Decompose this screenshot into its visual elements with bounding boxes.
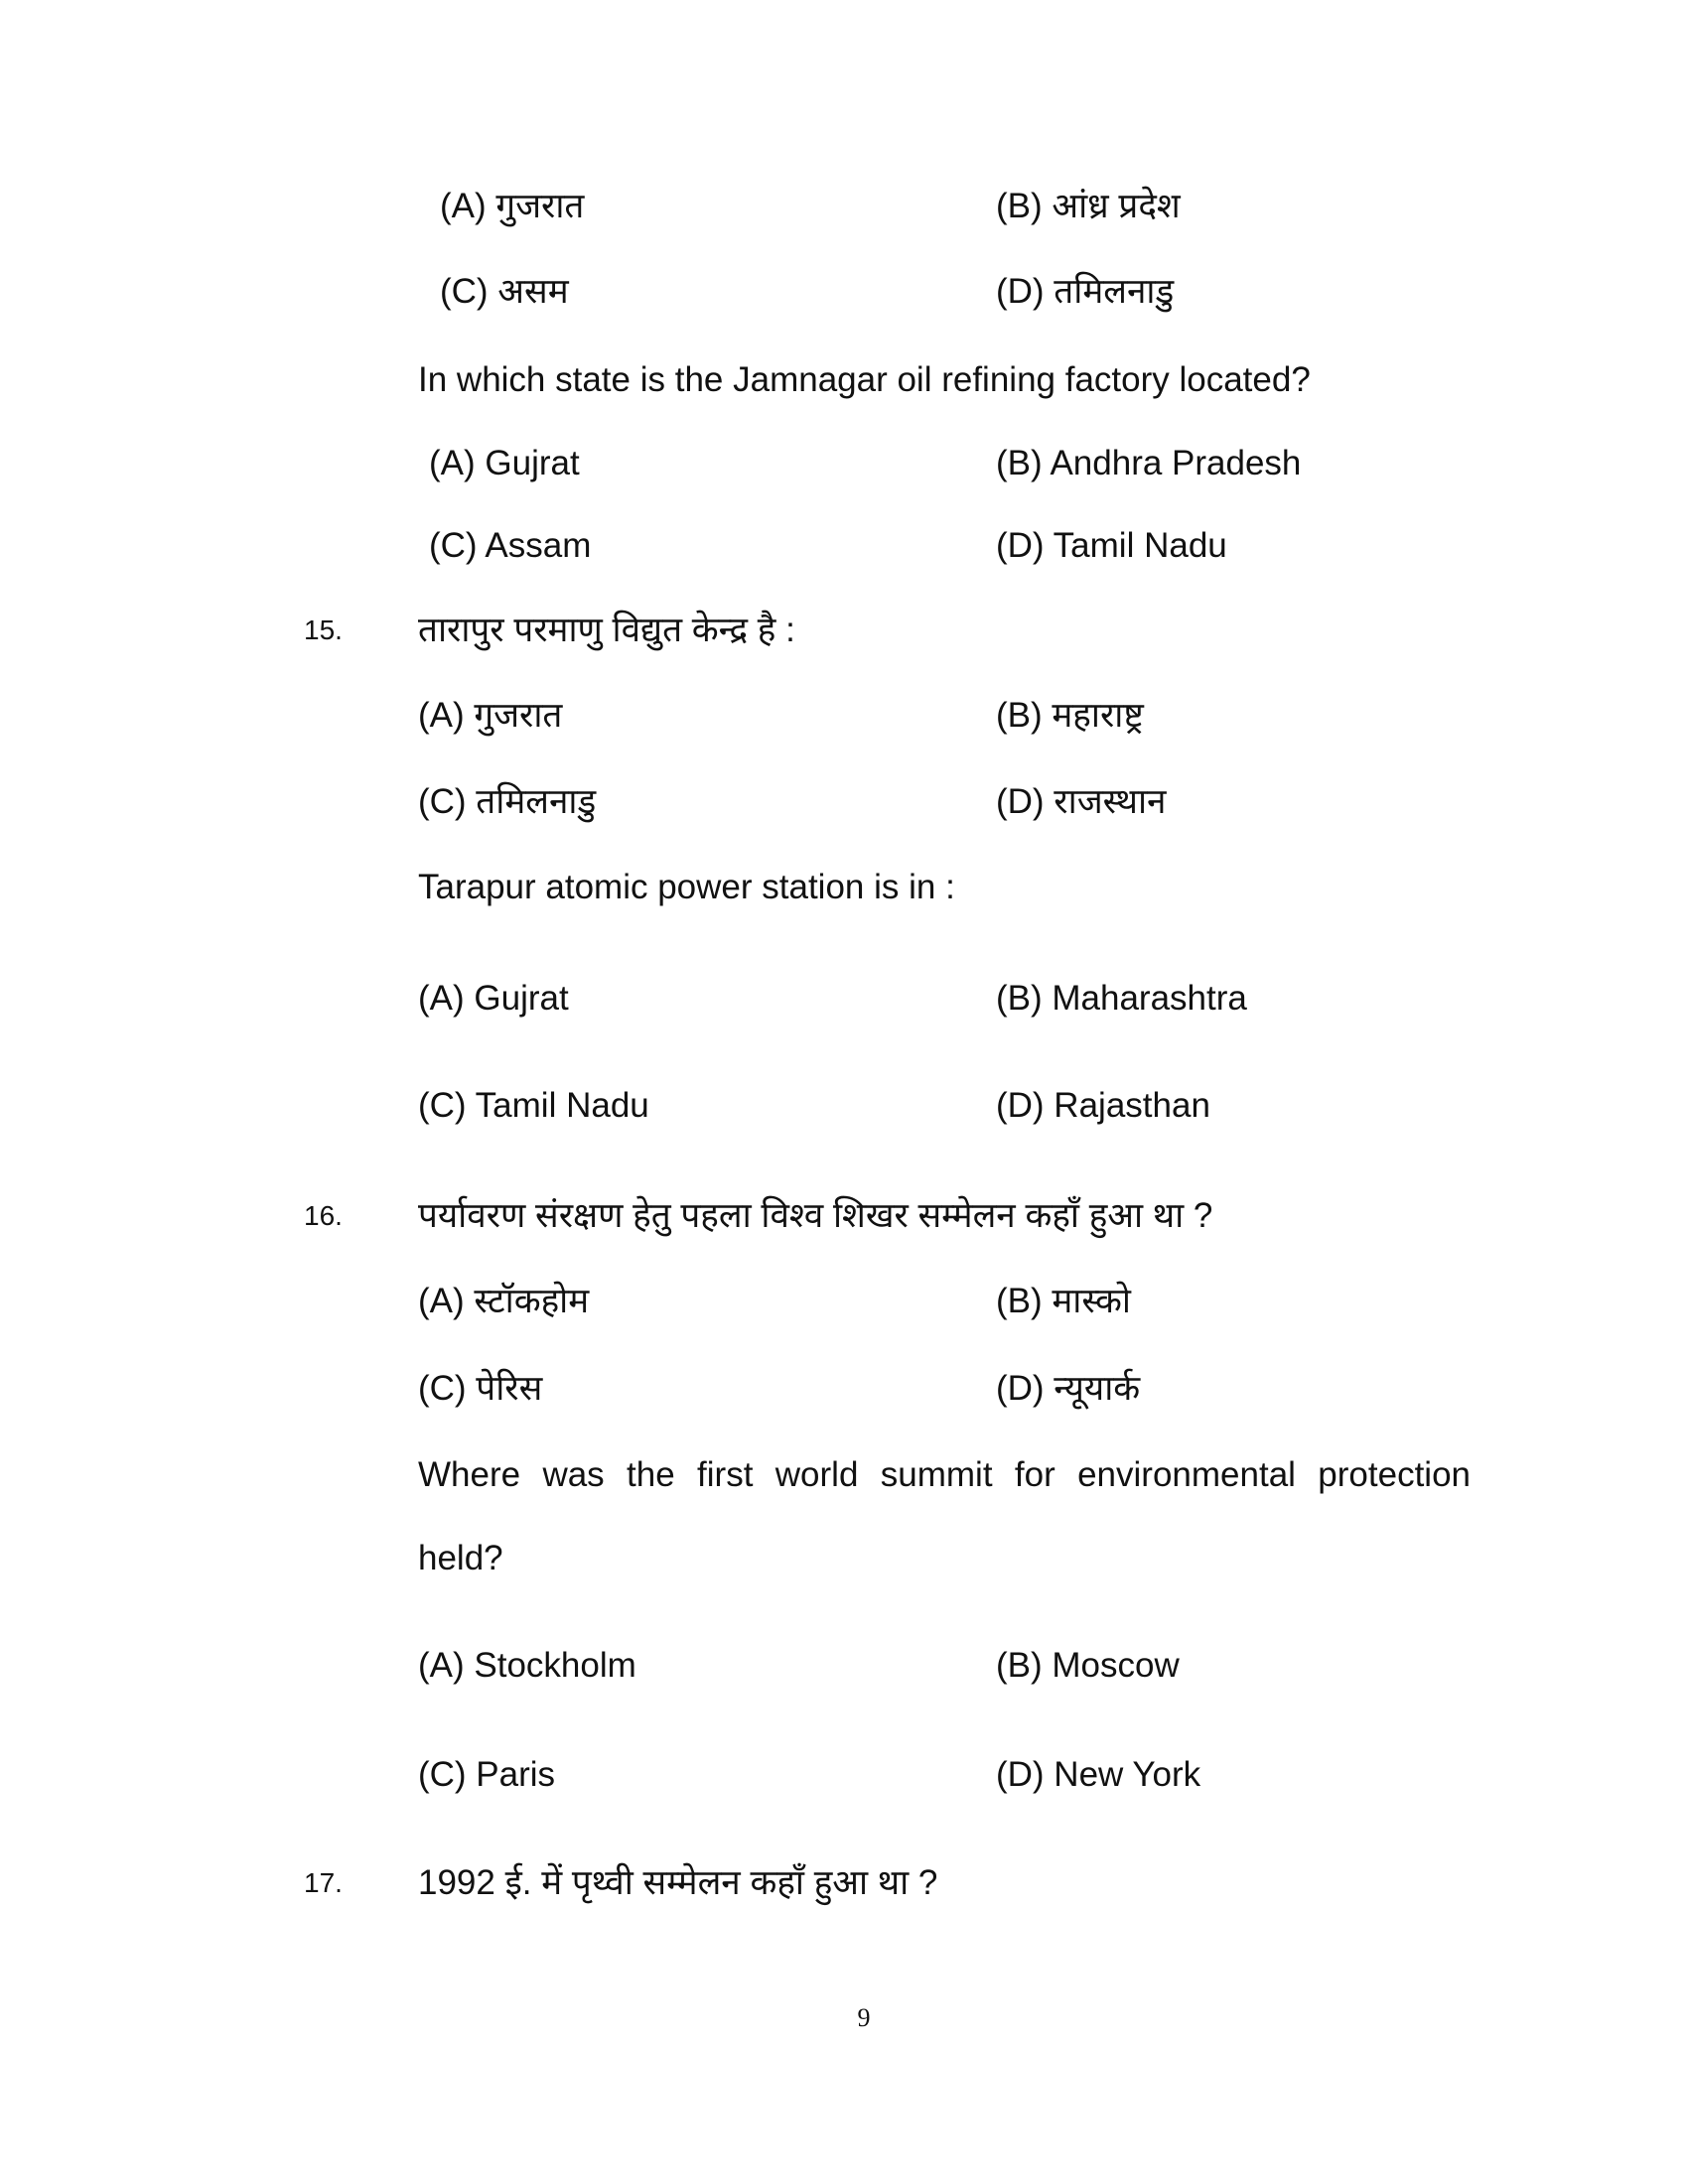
option-d-en: (D) Rajasthan bbox=[996, 1086, 1210, 1125]
question-17-hi: 1992 ई. में पृथ्वी सम्मेलन कहाँ हुआ था ? bbox=[418, 1863, 938, 1902]
question-15-hi: तारापुर परमाणु विद्युत केन्द्र है : bbox=[418, 611, 795, 649]
option-d-hi: (D) तमिलनाडु bbox=[996, 272, 1175, 311]
question-number-17: 17. bbox=[304, 1867, 343, 1898]
option-d-en: (D) New York bbox=[996, 1755, 1201, 1794]
option-a-hi: (A) स्टॉकहोम bbox=[418, 1282, 590, 1320]
option-b-hi: (B) आंध्र प्रदेश bbox=[996, 187, 1181, 225]
question-14-en: In which state is the Jamnagar oil refining factory located? bbox=[418, 360, 1311, 399]
option-c-en: (C) Tamil Nadu bbox=[418, 1086, 649, 1125]
question-16-hi: पर्यावरण संरक्षण हेतु पहला विश्व शिखर सम्मेलन कहाँ हुआ था ? bbox=[418, 1196, 1213, 1235]
option-b-en: (B) Moscow bbox=[996, 1646, 1180, 1685]
option-a-hi: (A) गुजरात bbox=[440, 187, 585, 225]
page-number: 9 bbox=[857, 2003, 871, 2032]
option-d-en: (D) Tamil Nadu bbox=[996, 526, 1227, 565]
option-a-en: (A) Gujrat bbox=[418, 979, 569, 1018]
option-a-en: (A) Stockholm bbox=[418, 1646, 636, 1685]
question-15-en: Tarapur atomic power station is in : bbox=[418, 868, 955, 906]
question-number-16: 16. bbox=[304, 1200, 343, 1231]
option-c-en: (C) Paris bbox=[418, 1755, 556, 1794]
option-c-hi: (C) पेरिस bbox=[418, 1369, 543, 1408]
option-d-hi: (D) राजस्थान bbox=[996, 782, 1167, 821]
option-a-en: (A) Gujrat bbox=[429, 444, 580, 482]
option-b-hi: (B) महाराष्ट्र bbox=[996, 696, 1144, 735]
option-b-hi: (B) मास्को bbox=[996, 1282, 1131, 1320]
option-b-en: (B) Maharashtra bbox=[996, 979, 1247, 1018]
question-16-en-line2: held? bbox=[418, 1539, 503, 1577]
question-number-15: 15. bbox=[304, 614, 343, 645]
option-b-en: (B) Andhra Pradesh bbox=[996, 444, 1302, 482]
option-a-hi: (A) गुजरात bbox=[418, 696, 563, 735]
option-c-en: (C) Assam bbox=[429, 526, 592, 565]
option-d-hi: (D) न्यूयार्क bbox=[996, 1369, 1141, 1408]
question-16-en-line1: Where was the first world summit for environmental protection bbox=[418, 1455, 1471, 1494]
option-c-hi: (C) तमिलनाडु bbox=[418, 782, 597, 821]
option-c-hi: (C) असम bbox=[440, 272, 569, 311]
